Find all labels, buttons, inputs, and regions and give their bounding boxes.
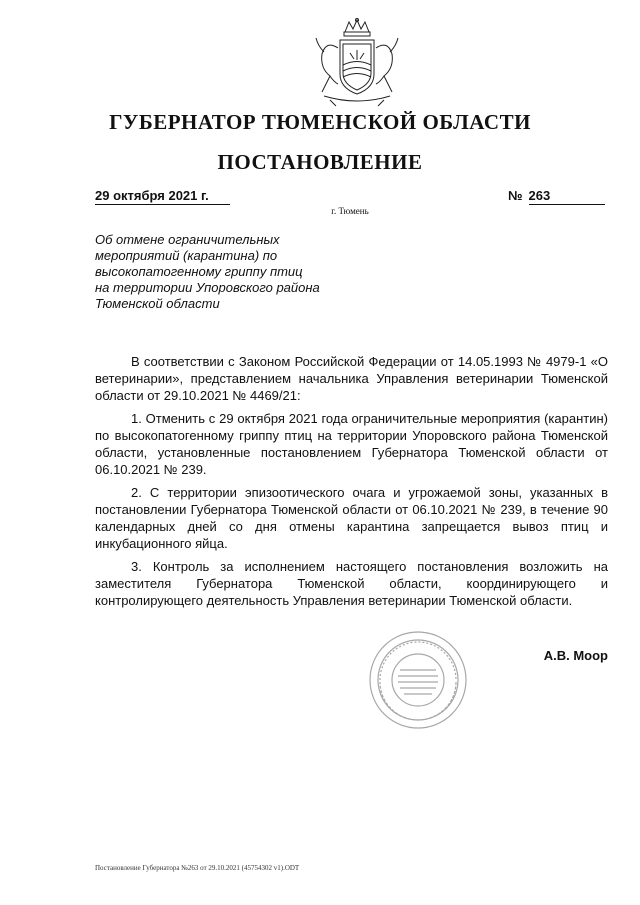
body-paragraph-4: 3. Контроль за исполнением настоящего постановления возложить на заместителя Губернатора Тюменской области, координирующего и контролирующего деятельность Управления ветеринарии Тюменской области. <box>95 559 608 608</box>
document-city: г. Тюмень <box>331 206 369 216</box>
body-paragraph-1: В соответствии с Законом Российской Федерации от 14.05.1993 № 4979-1 «О ветеринарии», представлением начальника Управления ветеринарии Тюменской области от 29.10.2021 № 4469/21: <box>95 354 608 403</box>
signature-name: А.В. Моор <box>543 648 608 663</box>
authority-title: ГУБЕРНАТОР ТЮМЕНСКОЙ ОБЛАСТИ <box>109 110 531 134</box>
document-subject: Об отмене ограничительных мероприятий (карантина) по высокопатогенному гриппу птиц на территории Упоровского района Тюменской области <box>95 232 320 311</box>
document-number <box>508 188 605 205</box>
document-body <box>95 353 608 615</box>
coat-of-arms-icon <box>300 18 414 108</box>
body-paragraph-3: 2. С территории эпизоотического очага и угрожаемой зоны, указанных в постановлении Губернатора Тюменской области от 06.10.2021 № 239, в течение 90 календарных дней со дня отмены карантина запрещается вывоз птиц и инкубационного яйца. <box>95 485 608 551</box>
official-stamp-icon <box>368 630 468 730</box>
document-footer: Постановление Губернатора №263 от 29.10.2021 (45754302 v1).ODT <box>95 864 300 872</box>
document-date: 29 октября 2021 г. <box>95 188 230 205</box>
document-type-title: ПОСТАНОВЛЕНИЕ <box>217 150 423 174</box>
number-sign: № <box>508 188 523 203</box>
number-value: 263 <box>529 188 605 205</box>
body-paragraph-2: 1. Отменить с 29 октября 2021 года ограничительные мероприятия (карантин) по высокопатогенному гриппу птиц на территории Упоровского района Тюменской области, установленные постановлением Губернатора Тюменской области от 06.10.2021 № 239. <box>95 411 608 477</box>
